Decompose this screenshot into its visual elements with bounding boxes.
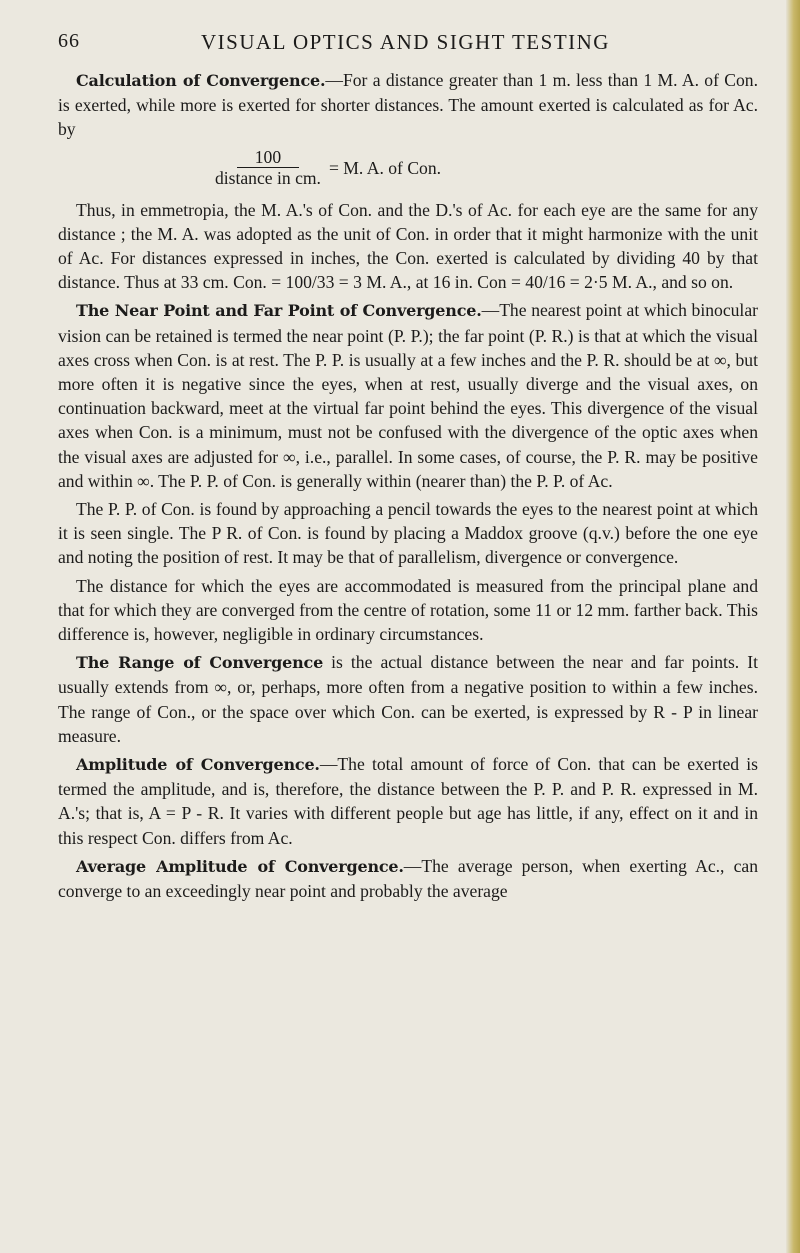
paragraph-amplitude (58, 752, 758, 850)
fraction-numerator: 100 (237, 147, 299, 168)
page-header (58, 30, 758, 56)
heading-average-amplitude: Average Amplitude of Convergence. (76, 856, 404, 876)
paragraph-average-amplitude (58, 854, 758, 903)
paragraph-text: —The total amount of force of Con. that can be exerted is termed the amplitude, and is, therefore, the distance between the P. P. and P. R. expressed in M. A.'s; that is, A = P - R. It varies with different people but age has little, if any, effect on it and in this respect Con. differs from Ac. (58, 754, 758, 848)
page-number: 66 (58, 30, 80, 52)
paragraph-text: The distance for which the eyes are accommodated is measured from the principal plane and that for which they are converged from the centre of rotation, some 11 or 12 mm. farther back. This difference is, however, negligible in ordinary circumstances. (58, 575, 758, 645)
running-head: VISUAL OPTICS AND SIGHT TESTING (201, 30, 610, 54)
formula-result: = M. A. of Con. (328, 157, 442, 178)
heading-near-far-point: The Near Point and Far Point of Convergence. (76, 301, 482, 321)
paragraph-near-far-point (58, 298, 758, 493)
paragraph-text: —The average person, when exerting Ac., can converge to an exceedingly near point and probably the average (58, 855, 758, 902)
paragraph-text: is the actual distance between the near and far points. It usually extends from ∞, or, perhaps, more often from a negative position to within a few inches. The range of Con., or the space over which Con. can be exerted, is expressed by R - P in linear measure. (58, 652, 758, 746)
heading-calculation: Calculation of Convergence. (76, 71, 326, 90)
page-body (58, 68, 758, 907)
heading-range: The Range of Convergence (76, 653, 324, 673)
paragraph-text: The P. P. of Con. is found by approaching a pencil towards the eyes to the nearest point at which it is seen single. The P R. of Con. is found by placing a Maddox groove (q.v.) before the one eye and noting the position of rest. It may be that of parallelism, divergence or convergence. (58, 499, 758, 568)
paragraph-text: Thus, in emmetropia, the M. A.'s of Con. and the D.'s of Ac. for each eye are the same for any distance ; the M. A. was adopted as the unit of Con. in order that it might harmonize with the unit of Ac. For distances expressed in inches, the Con. exerted is calculated by dividing 40 by that distance. Thus at 33 cm. Con. = 100/33 = 3 M. A., at 16 in. Con = 40/16 = 2·5 M. A., and so on. (58, 199, 758, 293)
heading-amplitude: Amplitude of Convergence. (76, 755, 320, 775)
paragraph-range (58, 650, 758, 748)
paragraph-distance (58, 574, 758, 647)
paragraph-finding-points (58, 497, 758, 570)
paragraph-text: —For a distance greater than 1 m. less than 1 M. A. of Con. is exerted, while more is exerted for shorter distances. The amount exerted is calculated as for Ac. by (58, 70, 758, 140)
fraction (215, 147, 321, 188)
fraction-denominator: distance in cm. (214, 168, 321, 189)
page-edge (786, 0, 800, 1253)
paragraph-calculation (58, 68, 758, 142)
paragraph-emmetropia (58, 198, 758, 295)
convergence-formula (0, 146, 758, 190)
paragraph-text: —The nearest point at which binocular vision can be retained is termed the near point (P. P.); the far point (P. R.) is that at which the visual axes cross when Con. is at rest. The P. P. is usually at a few inches and the P. R. should be at ∞, but more often it is negative since the eyes, when at rest, usually diverge and the visual axes, on continuation backward, meet at the virtual far point behind the eyes. This divergence of the visual axes when Con. is a minimum, must not be confused with the divergence of the optic axes when the visual axes are adjusted for ∞, i.e., parallel. In some cases, of course, the P. R. may be positive and within ∞. The P. P. of Con. is generally within (nearer than) the P. P. of Ac. (58, 300, 758, 491)
